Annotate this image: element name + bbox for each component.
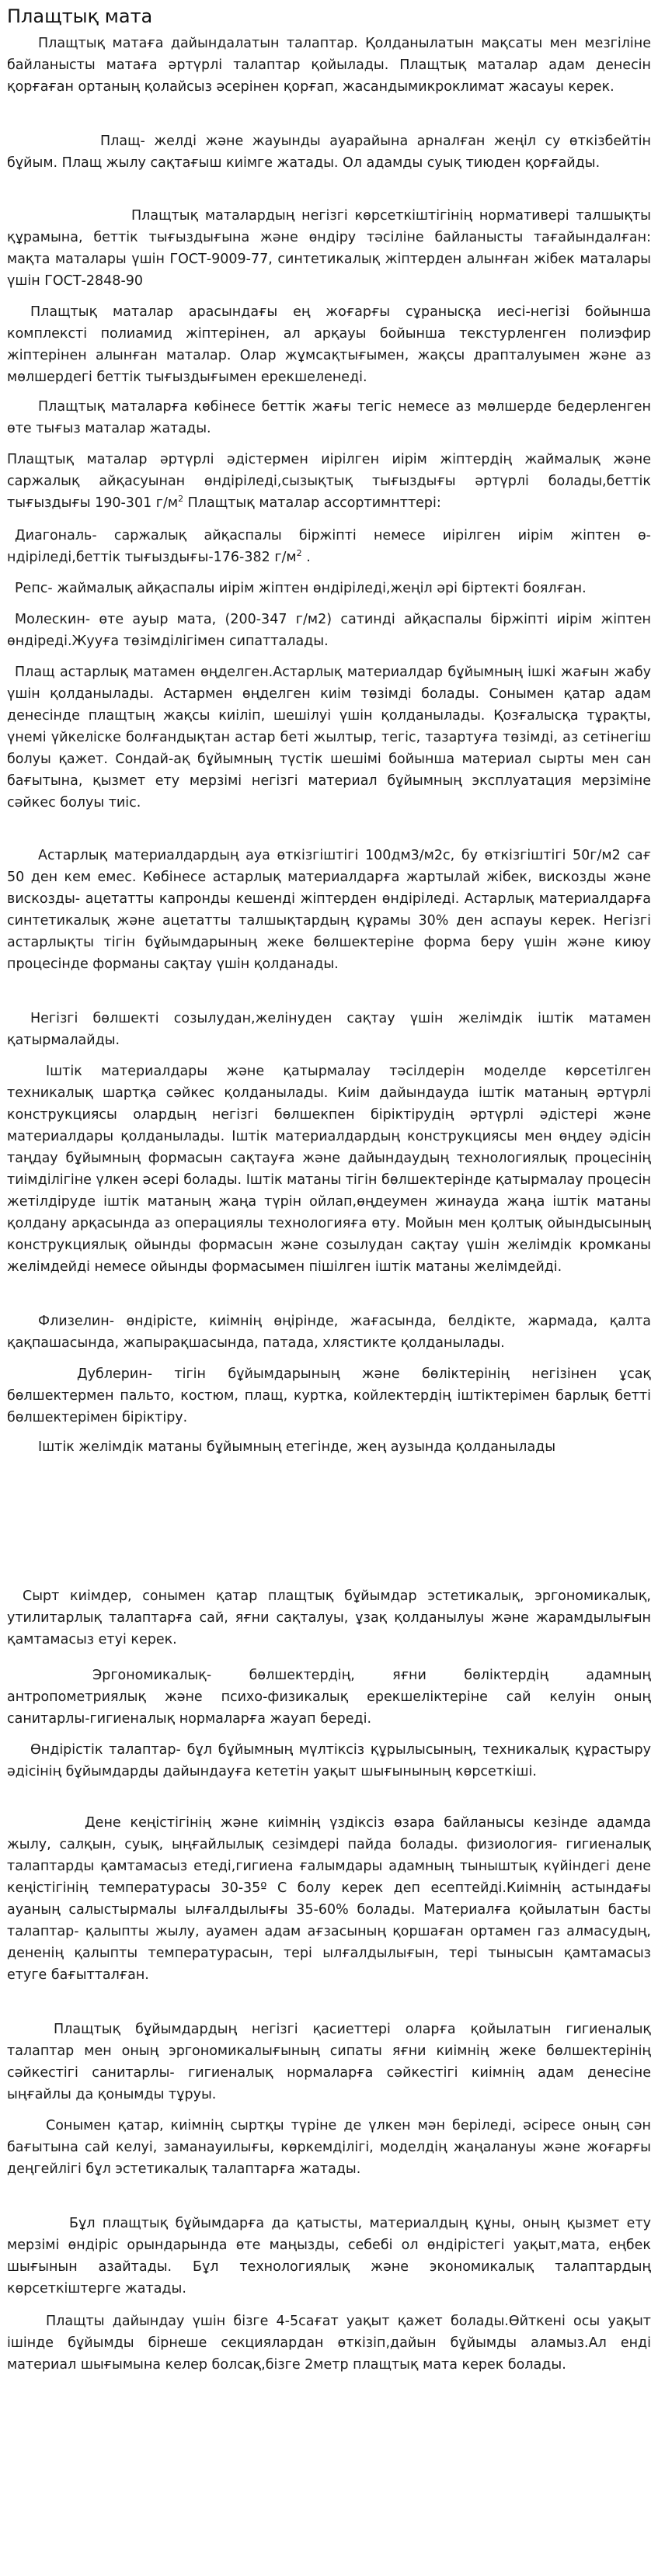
paragraph-text: Молескин- өте ауыр мата, (200-347 г/м2) сатинді айқаспалы біржіпті иірім жіптен өндіреді.Жууға төзімділігімен сипатталады.: [7, 612, 651, 649]
paragraph-text: Астарлық материалдардың ауа өткізгіштігі 100дм3/м2с, бу өткізгіштігі 50г/м2 сағ 50 ден кем емес. Көбінесе астарлық материалдарға жартылай жібек, вискозды және вискозды- ацетатты капронды кешенді жіптерден өндіріледі. Астарлық материалдарға синтетикалық және ацетатты талшықтардың құрамы 30% ден аспауы керек. Негізгі астарлықты тігін бұйымдарының жеке бөлшектеріне форма беру үшін және киюу процесінде форманы сақтау үшін қолданады.: [7, 848, 651, 972]
paragraph-text: .: [301, 550, 311, 565]
paragraph-text: Өндірістік талаптар- бұл бұйымның мүлтіксіз құрылысының, техникалық құрастыру әдісінің бұйымдарды дайындауға кететін уақыт шығынының көрсеткіші.: [7, 1742, 651, 1779]
paragraph-text: Дублерин- тігін бұйымдарының және бөліктерінің негізінен ұсақ бөлшектермен пальто, костюм, плащ, куртка, койлектердің іштіктерімен барлық бетті бөлшектерімен біріктіру.: [7, 1366, 651, 1425]
paragraph-ergonomic: [7, 1665, 651, 1730]
paragraph-text: Репс- жаймалық айқаспалы иірім жіптен өндіріледі,жеңіл әрі біртекті боялған.: [15, 581, 587, 596]
paragraph-text: Эргономикалық- бөлшектердің, яғни бөліктердің адамның антропометриялық және психо-физикалық ерекшеліктеріне сай келуін оның санитарлы-гигиеналық нормаларға жауап береді.: [7, 1668, 651, 1727]
paragraph-text: Іштік материалдары және қатырмалау тәсілдерін моделде көрсетілген техникалық шартқа сәйкес қолданылады. Киім дайындауда іштік матаның әртүрлі конструкциясы олардың негізгі бөлшекпен біріктірудің әртүрлі әдістері және материалдары қолданылады. Іштік материалдардың конструкциясы мен өңдеу әдісін таңдау бұйымның формасын сақтауға және дайындаудың технологиялық процесінің тиімділігіне үлкен әсері болады. Іштік матаны тігін бөлшектерінде қатырмалау процесін жетілдіруде іштік матаның жаңа түрін ойлап,өңдеумен жинауда жаңа іштік матаны қолдану арқасында аз операциялы технологияға өту. Мойын мен қолтық ойындысының конструкциялық ойынды формасын және созылудан сақтау үшін желімдік кромканы желімдейді немесе ойынды формасымен пішілген іштік матаны желімдейді.: [7, 1064, 651, 1275]
paragraph-text: Плащтық бұйымдардың негізгі қасиеттері оларға қойылатын гигиеналық талаптар мен оның эргономикалығының сипаты яғни киімнің жеке бөлшектерінің сәйкестігі санитарлы- гигиеналық нормаларға сәйкестігі киімнің адам денесіне ыңғайлы да қонымды тұруы.: [7, 2022, 651, 2102]
paragraph-lining-materials: [7, 845, 651, 975]
paragraph-interlining: [7, 1061, 651, 1278]
paragraph-requirements: [7, 33, 651, 98]
paragraph-text: Іштік желімдік матаны бұйымның етегінде, жең аузында қолданылады: [38, 1439, 556, 1455]
paragraph-properties: [7, 2019, 651, 2106]
document-title: Плащтық мата: [7, 5, 153, 27]
paragraph-text: Плащтық маталарға көбінесе беттік жағы тегіс немесе аз мөлшерде бедерленген өте тығыз маталар жатады.: [7, 399, 651, 436]
paragraph-text: Плащтық маталардың негізгі көрсеткіштігінің нормативері талшықты құрамына, беттік тығыздығына және өндіру тәсіліне байланысты тағайындалған: мақта маталары үшін ГОСТ-9009-77, синтетикалық жіптерден алынған жібек маталары үшін ГОСТ-2848-90: [7, 208, 651, 289]
superscript: 2: [178, 494, 184, 505]
superscript: 2: [296, 548, 302, 559]
paragraph-dublerin: [7, 1363, 651, 1429]
paragraph-standards: [7, 205, 651, 292]
paragraph-lining: [7, 661, 651, 814]
paragraph-moleskin: [7, 609, 651, 652]
paragraph-economics: [7, 2213, 651, 2300]
paragraph-reinforcement: [7, 1008, 651, 1051]
paragraph-text: Плащтық маталар арасындағы ең жоғарғы сұранысқа иесі-негізі бойынша комплексті полиамид жіптерінен, ал арқауы бойынша текстурленген полиэфир жіптерінен алынған маталар. Олар жұмсақтығымен, жақсы драпталуымен және аз мөлшердегі беттік тығыздығымен ерекшеленеді.: [7, 304, 651, 385]
paragraph-text: Дене кеңістігінің және киімнің үздіксіз өзара байланысы кезінде адамда жылу, салқын, суық, ыңғайлылық сезімдері пайда болады. физиология- гигиеналық талаптарды қамтамасыз етеді,гигиена ғалымдары адамның тыныштық күйіндегі дене кеңістігінің температурасы 30-35º С болу керек деп есептейді.Киімнің астындағы ауаның салыстырмалы ылғалдылығы 35-60% болады. Материалға қойылатын басты талаптар- қалыпты жылу, ауамен адам ағзасының қоршаған ортамен газ алмасудың, дененің қалыпты температурасын, тері ылғалдылығын, тері тынысын қамтамасыз етуге бағытталған.: [7, 1815, 651, 1983]
paragraph-plash-definition: [7, 130, 651, 174]
paragraph-text: Плащтық маталар әртүрлі әдістермен иірілген иірім жіптердің жаймалық және саржалық айқасуынан өндіріледі,сызықтық тығыздығы әртүрлі болады,беттік тығыздығы 190-301 г/м: [7, 452, 651, 511]
paragraph-text: Флизелин- өндірісте, киімнің өңірінде, жағасында, белдікте, жармада, қалта қақпашасында, жапырақшасында, патада, хлястикте қолданылады.: [7, 1314, 651, 1351]
paragraph-smooth-fabrics: [7, 396, 651, 439]
paragraph-text: Плащты дайындау үшін бізге 4-5сағат уақыт қажет болады.Өйткені осы уақыт ішінде бұйымды бірнеше секциялардан өткізіп,дайын бұйымды аламыз.Ал енді материал шығымына келер болсақ,бізге 2метр плащтық мата керек болады.: [7, 2314, 651, 2373]
paragraph-text: Диагональ- саржалық айқаспалы біржіпті немесе иірілген иірім жіптен ө-ндіріледі,беттік тығыздығы-176-382 г/м: [7, 528, 651, 565]
paragraph-aesthetics: [7, 2115, 651, 2180]
paragraph-assortment: [7, 449, 651, 514]
paragraph-diagonal: [7, 525, 651, 568]
paragraph-text: Плащтық маталар ассортимнттері:: [183, 495, 441, 511]
paragraph-hygiene: [7, 1812, 651, 1986]
paragraph-text: Сонымен қатар, киімнің сыртқы түріне де үлкен мән беріледі, әсіресе оның сән бағытына сай келуі, заманауилығы, көркемділігі, моделдің жаңалануы және жоғарғы деңгейлігі бұл эстетикалық талаптарға жатады.: [7, 2118, 651, 2177]
paragraph-outerwear: [7, 1585, 651, 1651]
paragraph-production-time: [7, 2310, 651, 2376]
paragraph-fliselin: [7, 1311, 651, 1354]
paragraph-text: Плащтық матаға дайындалатын талаптар. Қолданылатын мақсаты мен мезгіліне байланысты матаға әртүрлі талаптар қойылады. Плащтық маталар адам денесін қорғаған ортаның қолайсыз әсерінен қорғап, жасандымикроклимат жасауы керек.: [7, 36, 651, 95]
paragraph-text: Бұл плащтық бұйымдарға да қатысты, материалдың құны, оның қызмет ету мерзімі өндіріс орындарында өте маңызды, себебі ол өндірістегі уақыт,мата, еңбек шығынын азайтады. Бұл технологиялық және экономикалық талаптардың көрсеткіштерге жатады.: [7, 2216, 651, 2297]
paragraph-polyamide: [7, 301, 651, 388]
paragraph-text: Плащ астарлық матамен өңделген.Астарлық материалдар бұйымның ішкі жағын жабу үшін қолданылады. Астармен өңделген киім төзімді болады. Сонымен қатар адам денесінде плащтың жақсы киіліп, шешілуі үшін қолданылады. Қозғалысқа тұрақты, үнемі үйкеліске болғандықтан астар беті жылтыр, тегіс, тазартуға төзімді, аз сетінегіш болуы қажет. Сондай-ақ бұйымның түстік шешімі бойынша материал сырты мен сан бағытына, қызмет ету мерзімі негізгі материал бұйымның эксплуатация мерзіміне сәйкес болуы тиіс.: [7, 665, 651, 811]
paragraph-text: Плащ- желді және жауынды ауарайына арналған жеңіл су өткізбейтін бұйым. Плащ жылу сақтағыш киімге жатады. Ол адамды суық тиюден қорғайды.: [7, 134, 651, 171]
paragraph-text: Сырт киімдер, сонымен қатар плащтық бұйымдар эстетикалық, эргономикалық, утилитарлық талаптарға сай, яғни сақталуы, ұзақ қолданылуы және жарамдылығын қамтамасыз етуі керек.: [7, 1588, 651, 1647]
paragraph-production: [7, 1739, 651, 1783]
paragraph-reps: [7, 578, 651, 599]
paragraph-text: Негізгі бөлшекті созылудан,желінуден сақтау үшін желімдік іштік матамен қатырмалайды.: [7, 1011, 651, 1048]
paragraph-hem-cuff: [7, 1436, 651, 1458]
